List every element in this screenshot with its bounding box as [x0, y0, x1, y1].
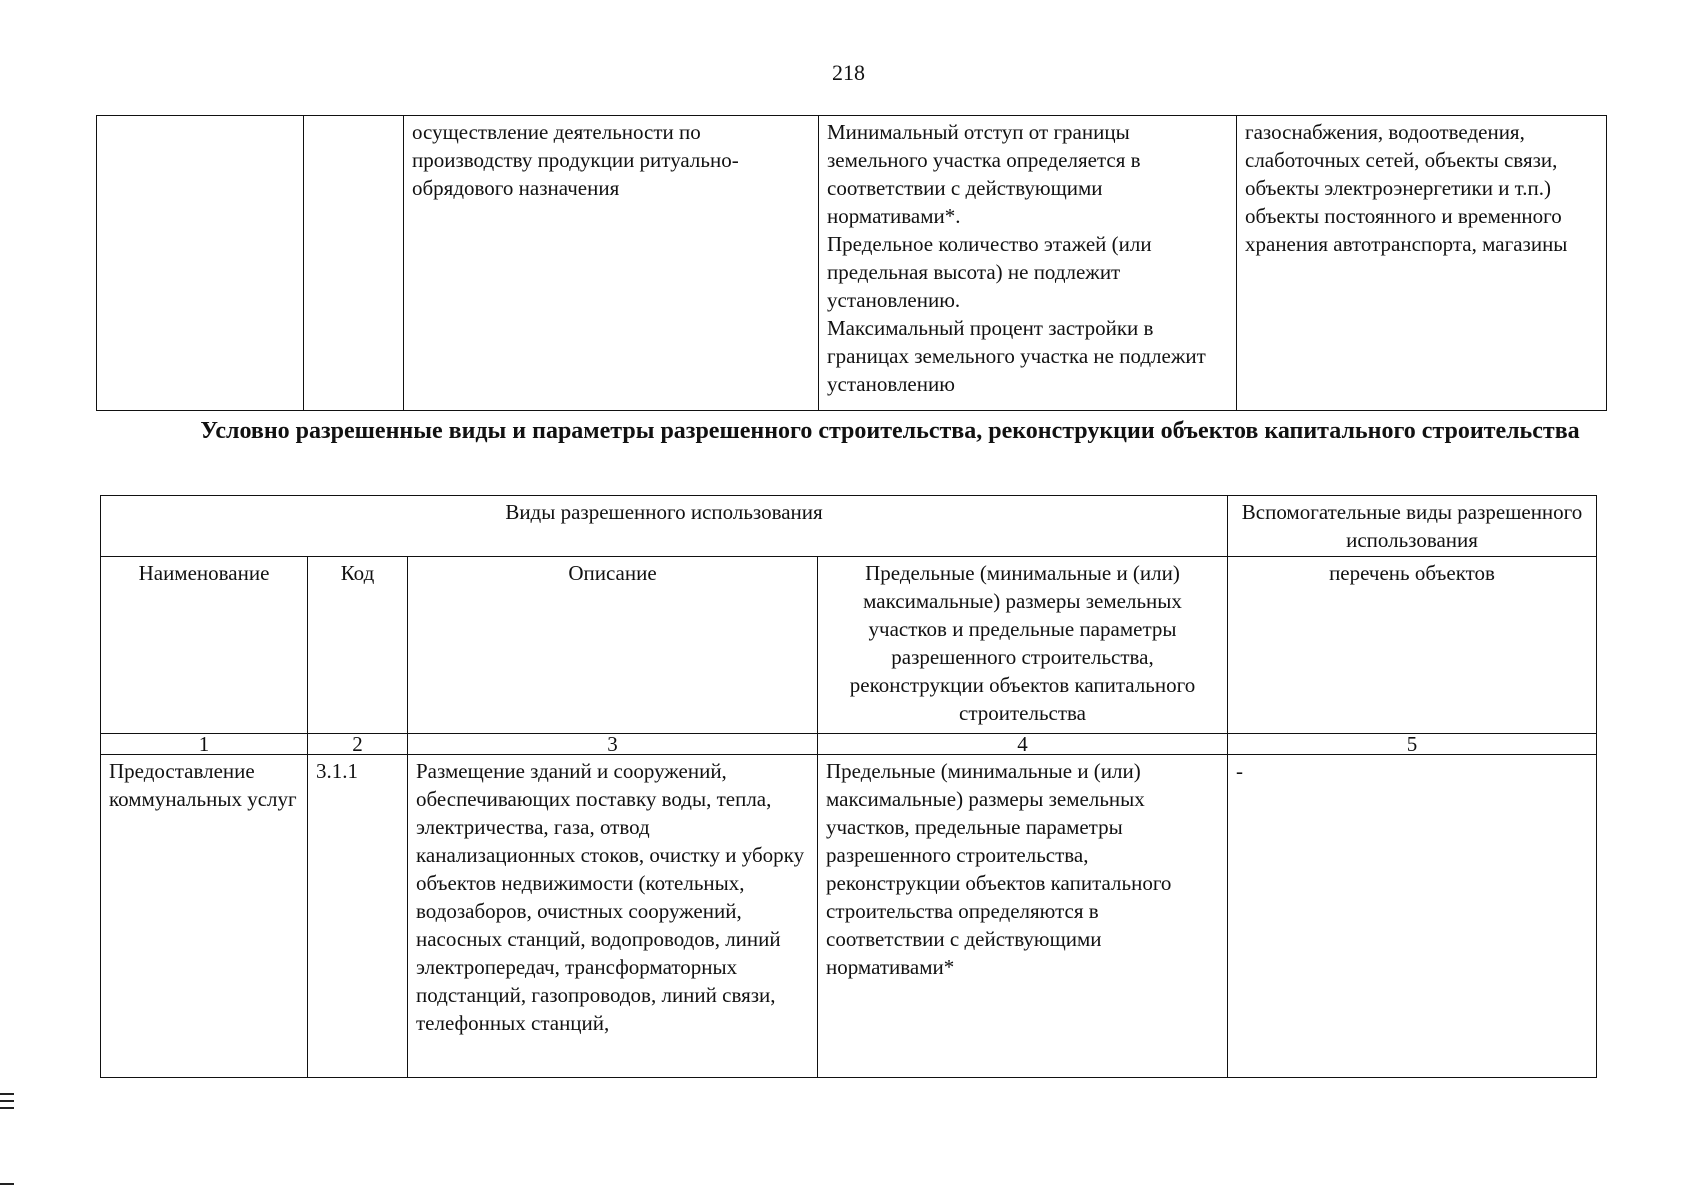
column-number-row: [101, 734, 1597, 755]
cell-code: [304, 116, 404, 411]
cell-auxiliary: газоснабжения, водоотведения, слаботочных сетей, объекты связи, объекты электроэнергетики и т.п.) объекты постоянного и временного хранения автотранспорта, магазины: [1237, 116, 1607, 411]
cell-name: [97, 116, 304, 411]
group-header: Виды разрешенного использования: [101, 496, 1228, 557]
margin-mark: [0, 1107, 14, 1109]
page-number: 218: [832, 60, 865, 85]
continuation-table: [96, 115, 1607, 411]
column-number: 1: [101, 734, 308, 755]
margin-mark: [0, 1093, 14, 1095]
cell-parameters: Предельные (минимальные и (или) максимальные) размеры земельных участков, предельные параметры разрешенного строительства, реконструкции объектов капитального строительства определяются в соответствии с действующими нормативами*: [818, 755, 1228, 1078]
column-header-objects: перечень объектов: [1228, 557, 1597, 734]
table-row: [97, 116, 1607, 411]
column-number: 4: [818, 734, 1228, 755]
permitted-use-table: [100, 495, 1597, 1078]
column-header-description: Описание: [408, 557, 818, 734]
cell-parameters: Минимальный отступ от границы земельного участка определяется в соответствии с действующими нормативами*. Предельное количество этажей (или предельная высота) не подлежит установлению. Максимальный процент застройки в границах земельного участка не подлежит установлению: [819, 116, 1237, 411]
column-number: 3: [408, 734, 818, 755]
margin-mark: [0, 1100, 14, 1102]
column-header-parameters: Предельные (минимальные и (или) максимальные) размеры земельных участков и предельные параметры разрешенного строительства, реконструкции объектов капитального строительства: [818, 557, 1228, 734]
table-header-row: [101, 496, 1597, 557]
column-header-code: Код: [308, 557, 408, 734]
cell-auxiliary: -: [1228, 755, 1597, 1078]
margin-mark: [0, 1183, 14, 1185]
table-row: [101, 755, 1597, 1078]
column-number: 2: [308, 734, 408, 755]
cell-description: осуществление деятельности по производству продукции ритуально-обрядового назначения: [404, 116, 819, 411]
section-title: Условно разрешенные виды и параметры разрешенного строительства, реконструкции объектов капитального строительства: [200, 418, 1580, 444]
column-number: 5: [1228, 734, 1597, 755]
column-header-name: Наименование: [101, 557, 308, 734]
aux-header: Вспомогательные виды разрешенного использования: [1228, 496, 1597, 557]
cell-name: Предоставление коммунальных услуг: [101, 755, 308, 1078]
column-header-row: [101, 557, 1597, 734]
cell-description: Размещение зданий и сооружений, обеспечивающих поставку воды, тепла, электричества, газа, отвод канализационных стоков, очистку и уборку объектов недвижимости (котельных, водозаборов, очистных сооружений, насосных станций, водопроводов, линий электропередач, трансформаторных подстанций, газопроводов, линий связи, телефонных станций,: [408, 755, 818, 1078]
cell-code: 3.1.1: [308, 755, 408, 1078]
